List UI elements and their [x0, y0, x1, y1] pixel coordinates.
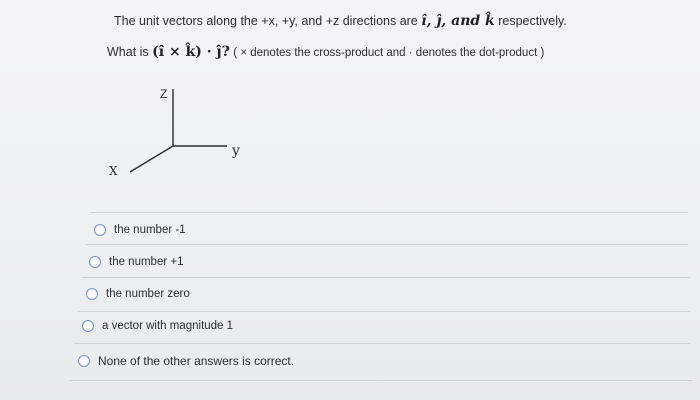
radio-button[interactable] [86, 288, 98, 300]
question-expression: (î × k̂) · ĵ? [152, 44, 230, 60]
divider [78, 311, 690, 312]
answer-option-label: None of the other answers is correct. [98, 354, 295, 368]
answer-option[interactable] [94, 224, 186, 236]
answer-option-label: the number -1 [114, 224, 186, 236]
answer-option[interactable] [82, 320, 233, 332]
x-axis-line [130, 146, 173, 172]
x-axis-label: X [109, 164, 118, 178]
answer-option-label: the number zero [106, 288, 190, 300]
divider [74, 343, 690, 344]
radio-button[interactable] [78, 355, 90, 367]
radio-button[interactable] [89, 256, 101, 268]
radio-button[interactable] [82, 320, 94, 332]
question-line-2-prefix: What is [107, 45, 149, 59]
z-axis-label: Z [160, 87, 168, 101]
answer-option-label: a vector with magnitude 1 [102, 320, 234, 332]
y-axis-label: y [232, 143, 240, 159]
answer-option[interactable] [89, 256, 183, 268]
radio-button[interactable] [94, 224, 106, 236]
question-line-1-suffix: respectively. [498, 14, 567, 28]
divider [90, 212, 688, 213]
answer-option[interactable] [86, 288, 190, 300]
operator-note: ( × denotes the cross-product and · denotes the dot-product ) [233, 47, 545, 59]
unit-vectors: î, ĵ, and k̂ [421, 13, 495, 29]
divider [70, 380, 692, 381]
question-line-1-prefix: The unit vectors along the +x, +y, and +z directions are [114, 14, 418, 28]
question-line-1 [114, 13, 567, 29]
answer-option[interactable] [78, 354, 294, 368]
divider [86, 244, 688, 245]
question-line-2 [107, 44, 544, 60]
coordinate-axes-figure [100, 80, 260, 180]
divider [82, 277, 690, 278]
answer-option-label: the number +1 [109, 256, 184, 268]
